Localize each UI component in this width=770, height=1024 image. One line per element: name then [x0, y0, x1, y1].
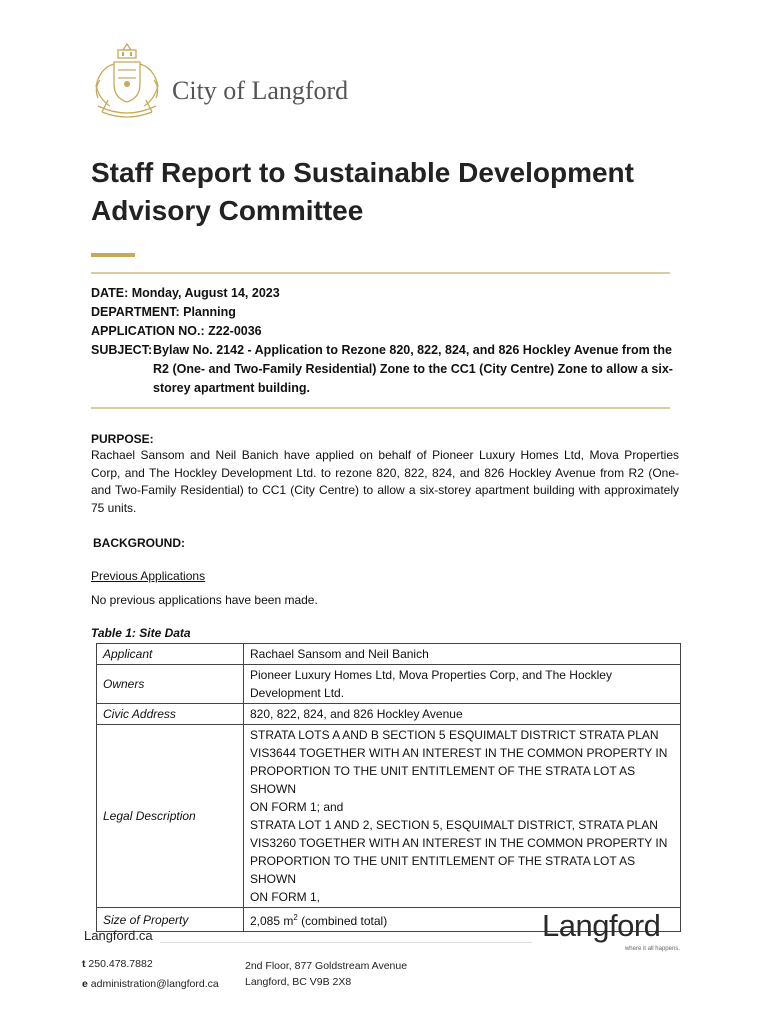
- application-number: APPLICATION NO.: Z22-0036: [91, 324, 262, 338]
- report-date: DATE: Monday, August 14, 2023: [91, 286, 280, 300]
- legal-description-line: ON FORM 1; and: [250, 800, 344, 814]
- city-name: City of Langford: [172, 76, 349, 105]
- table-cell-value: Rachael Sansom and Neil Banich: [244, 644, 681, 665]
- table-cell-label: Owners: [97, 665, 244, 704]
- footer-website[interactable]: Langford.ca: [84, 928, 153, 943]
- table-cell-label: Size of Property: [97, 908, 244, 932]
- background-heading: BACKGROUND:: [93, 536, 185, 550]
- table-row: [97, 704, 681, 725]
- superscript: 2: [293, 913, 298, 922]
- divider: [91, 272, 670, 274]
- address-line: Langford, BC V9B 2X8: [245, 976, 352, 988]
- report-department: DEPARTMENT: Planning: [91, 305, 236, 319]
- legal-description-line: PROPORTION TO THE UNIT ENTITLEMENT OF THE STRATA LOT AS SHOWN: [250, 854, 636, 886]
- property-size-note: (combined total): [297, 914, 388, 928]
- phone-label: t: [82, 958, 86, 970]
- report-title-line: Advisory Committee: [91, 195, 364, 226]
- report-subject: [91, 341, 681, 398]
- table-caption: Table 1: Site Data: [91, 626, 191, 640]
- purpose-heading: PURPOSE:: [91, 432, 154, 446]
- table-row: [97, 644, 681, 665]
- table-cell-value: Pioneer Luxury Homes Ltd, Mova Properties Corp, and The Hockley Development Ltd.: [244, 665, 681, 704]
- legal-description-line: ON FORM 1,: [250, 890, 321, 904]
- site-data-table: [96, 643, 681, 932]
- table-cell-label: Legal Description: [97, 725, 244, 908]
- accent-bar: [91, 253, 135, 257]
- brand-wordmark: Langford: [542, 908, 661, 943]
- brand-tagline: where it all happens.: [624, 946, 680, 952]
- table-row: [97, 725, 681, 908]
- subject-label: SUBJECT:: [91, 343, 153, 357]
- legal-description-line: VIS3260 TOGETHER WITH AN INTEREST IN THE COMMON PROPERTY IN: [250, 836, 668, 850]
- footer-email: [82, 978, 219, 990]
- report-title: [91, 154, 691, 230]
- report-title-line: Staff Report to Sustainable Development: [91, 157, 634, 188]
- purpose-text: Rachael Sansom and Neil Banich have applied on behalf of Pioneer Luxury Homes Ltd, Mova Properties Corp, and The Hockley Development Ltd. to rezone 820, 822, 824, and 826 Hockley Avenue from R2 (One- and Two-Family Residential) to CC1 (City Centre) to allow a six-storey apartment building with approximately 75 units.: [91, 448, 679, 515]
- langford-logo: [542, 908, 682, 958]
- report-metadata: [91, 284, 681, 398]
- legal-description-line: STRATA LOT 1 AND 2, SECTION 5, ESQUIMALT DISTRICT, STRATA PLAN: [250, 818, 658, 832]
- email-address[interactable]: administration@langford.ca: [90, 978, 219, 990]
- legal-description-line: STRATA LOTS A AND B SECTION 5 ESQUIMALT DISTRICT STRATA PLAN: [250, 728, 659, 742]
- previous-applications-heading: Previous Applications: [91, 569, 206, 583]
- subject-text: Bylaw No. 2142 - Application to Rezone 820, 822, 824, and 826 Hockley Avenue from the R2 (One- and Two-Family Residential) Zone to the CC1 (City Centre) Zone to allow a six-storey apartment building.: [153, 343, 673, 395]
- divider: [91, 407, 670, 409]
- table-cell-label: Applicant: [97, 644, 244, 665]
- address-line: 2nd Floor, 877 Goldstream Avenue: [245, 960, 408, 972]
- footer-divider: [160, 942, 532, 943]
- footer-phone: [82, 958, 153, 970]
- table-row: [97, 665, 681, 704]
- legal-description-line: PROPORTION TO THE UNIT ENTITLEMENT OF THE STRATA LOT AS SHOWN: [250, 764, 636, 796]
- previous-applications-text: No previous applications have been made.: [91, 593, 318, 607]
- property-size-value: 2,085 m: [250, 914, 294, 928]
- table-cell-value: 820, 822, 824, and 826 Hockley Avenue: [244, 704, 681, 725]
- legal-description-line: VIS3644 TOGETHER WITH AN INTEREST IN THE COMMON PROPERTY IN: [250, 746, 668, 760]
- table-cell-value: [244, 725, 681, 908]
- email-label: e: [82, 978, 88, 990]
- city-crest-icon: [88, 40, 166, 126]
- table-cell-label: Civic Address: [97, 704, 244, 725]
- phone-number[interactable]: 250.478.7882: [88, 958, 153, 970]
